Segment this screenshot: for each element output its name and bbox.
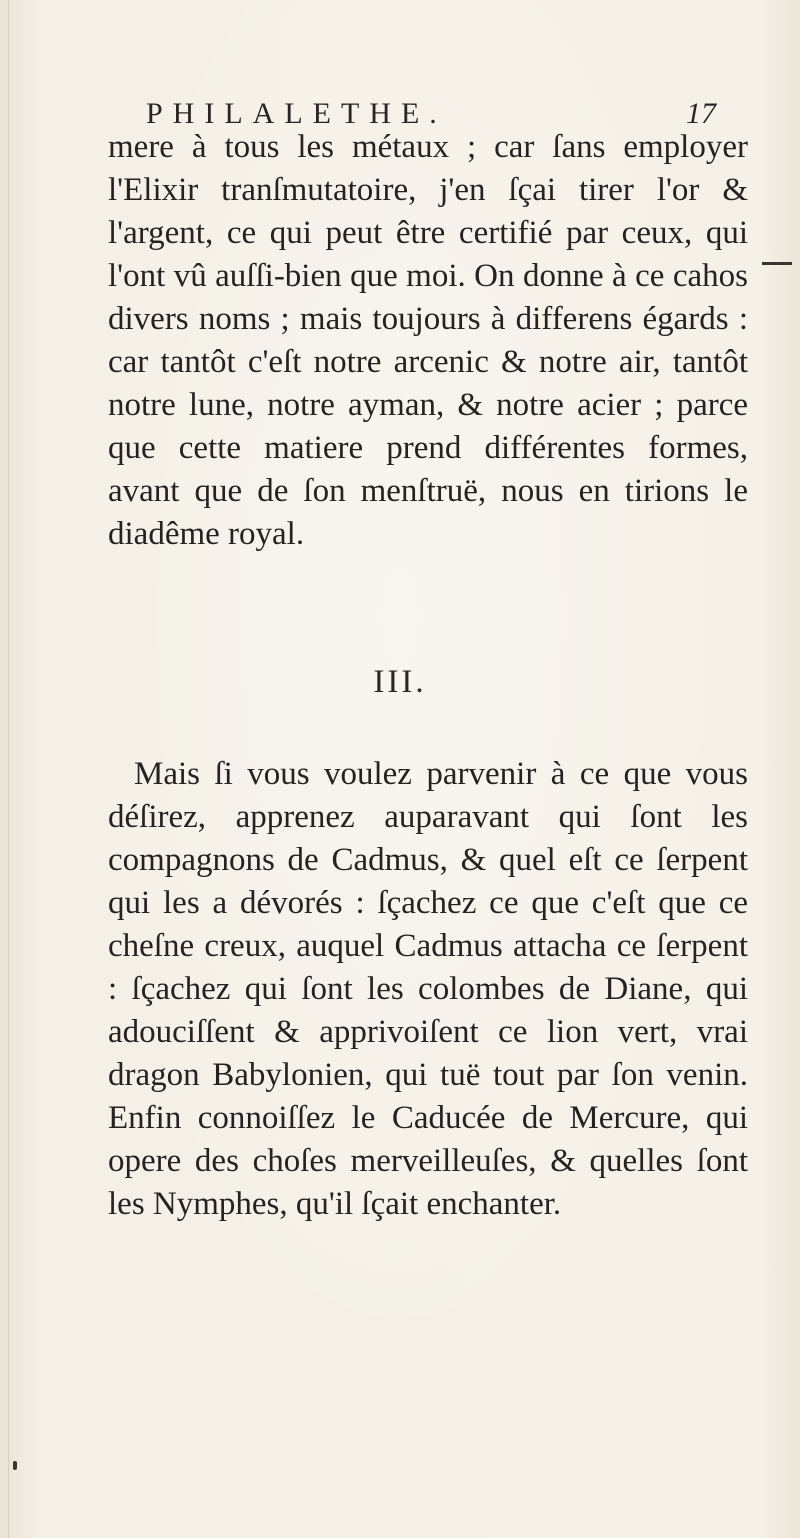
page-number: 17 <box>686 97 716 130</box>
running-title: PHILALETHE. <box>146 97 447 130</box>
paragraph-2: Mais ſi vous voulez parvenir à ce que vous déſirez, apprenez auparavant qui ſont les compagnons de Cadmus, & quel eſt ce ſerpent qui les a dévorés : ſçachez ce que c'eſt que ce cheſne creux, auquel Cadmus attacha ce ſerpent : ſçachez qui ſont les colombes de Diane, qui adouciſſent & apprivoiſent ce lion vert, vrai dragon Babylonien, qui tuë tout par ſon venin. Enfin connoiſſez le Caducée de Mercure, qui opere des choſes merveilleuſes, & quelles ſont les Nymphes, qu'il ſçait enchanter. <box>108 756 748 1222</box>
page-gutter <box>8 0 9 1538</box>
paragraph-1: mere à tous les métaux ; car ſans employer l'Elixir tranſmutatoire, j'en ſçai tirer l'or & l'argent, ce qui peut être certifié par ceux, qui l'ont vû auſſi-bien que moi. On donne à ce cahos divers noms ; mais toujours à differens égards : car tantôt c'eſt notre arcenic & notre air, tantôt notre lune, notre ayman, & notre acier ; parce que cette matiere prend différentes formes, avant que de ſon menſtruë, nous en tirions le diadême royal. <box>108 129 748 552</box>
margin-ink-mark <box>13 1461 17 1470</box>
margin-dash <box>762 262 792 265</box>
section-heading: III. <box>373 664 427 700</box>
